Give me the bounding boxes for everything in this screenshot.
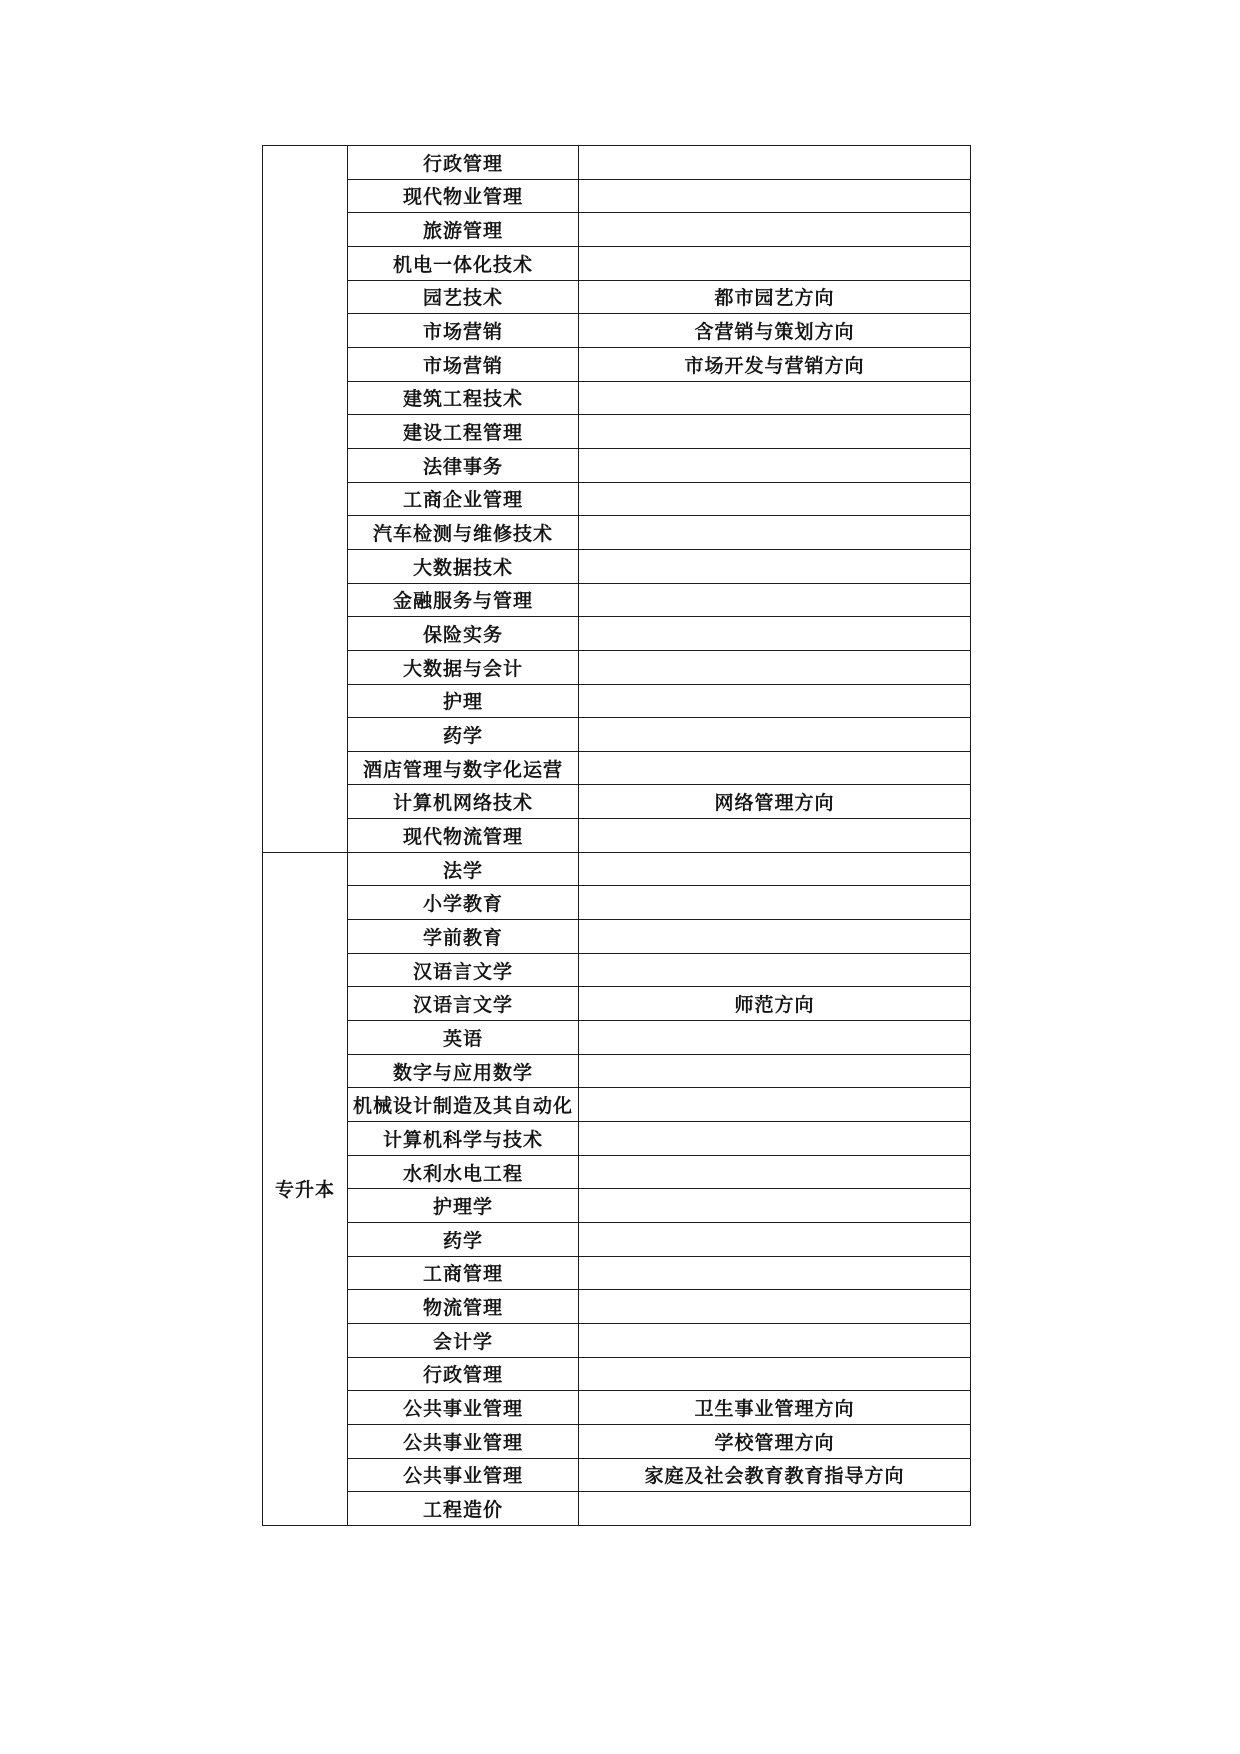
major-cell: 汽车检测与维修技术 [348,516,579,550]
direction-cell [579,718,971,752]
major-cell: 旅游管理 [348,213,579,247]
direction-cell [579,751,971,785]
major-cell: 药学 [348,718,579,752]
major-cell: 公共事业管理 [348,1391,579,1425]
direction-cell: 卫生事业管理方向 [579,1391,971,1425]
major-cell: 大数据技术 [348,549,579,583]
direction-cell: 学校管理方向 [579,1424,971,1458]
major-cell: 护理 [348,684,579,718]
direction-cell [579,852,971,886]
table-row [263,280,971,314]
direction-cell [579,1357,971,1391]
direction-cell [579,1054,971,1088]
major-cell: 工程造价 [348,1492,579,1526]
major-cell: 现代物业管理 [348,179,579,213]
major-cell: 数字与应用数学 [348,1054,579,1088]
major-cell: 公共事业管理 [348,1458,579,1492]
major-cell: 计算机网络技术 [348,785,579,819]
major-cell: 机电一体化技术 [348,246,579,280]
major-cell: 建筑工程技术 [348,381,579,415]
major-cell: 工商管理 [348,1256,579,1290]
direction-cell [579,1492,971,1526]
table-row [263,1391,971,1425]
major-cell: 汉语言文学 [348,987,579,1021]
direction-cell: 都市园艺方向 [579,280,971,314]
direction-cell [579,886,971,920]
level-cell: 专升本 [263,852,348,1525]
direction-cell [579,381,971,415]
table-row [263,482,971,516]
table-row [263,785,971,819]
table-row [263,448,971,482]
direction-cell [579,819,971,853]
major-cell: 法律事务 [348,448,579,482]
table-row [263,1054,971,1088]
major-cell: 法学 [348,852,579,886]
table-row [263,347,971,381]
major-cell: 现代物流管理 [348,819,579,853]
major-cell: 行政管理 [348,1357,579,1391]
table-row [263,751,971,785]
direction-cell [579,146,971,180]
level-cell [263,146,348,853]
table-row [263,516,971,550]
table-row [263,987,971,1021]
direction-cell [579,448,971,482]
direction-cell [579,1256,971,1290]
direction-cell [579,1122,971,1156]
direction-cell [579,516,971,550]
table-row [263,1357,971,1391]
table-row [263,1021,971,1055]
table-row [263,381,971,415]
direction-cell [579,920,971,954]
major-cell: 会计学 [348,1323,579,1357]
direction-cell [579,549,971,583]
direction-cell [579,953,971,987]
major-cell: 园艺技术 [348,280,579,314]
direction-cell [579,246,971,280]
major-cell: 机械设计制造及其自动化 [348,1088,579,1122]
table-row [263,920,971,954]
direction-cell [579,482,971,516]
major-cell: 药学 [348,1223,579,1257]
direction-cell: 含营销与策划方向 [579,314,971,348]
major-cell: 汉语言文学 [348,953,579,987]
direction-cell [579,1223,971,1257]
direction-cell: 家庭及社会教育教育指导方向 [579,1458,971,1492]
table-row [263,617,971,651]
direction-cell [579,1155,971,1189]
major-cell: 金融服务与管理 [348,583,579,617]
major-cell: 保险实务 [348,617,579,651]
table-row [263,314,971,348]
table-row [263,1290,971,1324]
major-cell: 计算机科学与技术 [348,1122,579,1156]
table-row [263,718,971,752]
table-row [263,246,971,280]
table-row [263,886,971,920]
table-row [263,415,971,449]
major-cell: 工商企业管理 [348,482,579,516]
major-cell: 物流管理 [348,1290,579,1324]
majors-table [262,145,971,1526]
table-row [263,953,971,987]
direction-cell [579,415,971,449]
major-cell: 学前教育 [348,920,579,954]
table-row [263,1323,971,1357]
table-row [263,1492,971,1526]
direction-cell: 师范方向 [579,987,971,1021]
major-cell: 市场营销 [348,314,579,348]
table-row [263,1122,971,1156]
table-row [263,650,971,684]
direction-cell [579,1189,971,1223]
direction-cell: 市场开发与营销方向 [579,347,971,381]
table-row [263,819,971,853]
table-row [263,1189,971,1223]
major-cell: 行政管理 [348,146,579,180]
direction-cell [579,1323,971,1357]
direction-cell [579,1088,971,1122]
major-cell: 小学教育 [348,886,579,920]
major-cell: 酒店管理与数字化运营 [348,751,579,785]
direction-cell [579,583,971,617]
major-cell: 建设工程管理 [348,415,579,449]
direction-cell [579,617,971,651]
table-row [263,1223,971,1257]
major-cell: 市场营销 [348,347,579,381]
direction-cell: 网络管理方向 [579,785,971,819]
majors-table-body [263,146,971,1526]
major-cell: 水利水电工程 [348,1155,579,1189]
table-row [263,1424,971,1458]
major-cell: 护理学 [348,1189,579,1223]
major-cell: 公共事业管理 [348,1424,579,1458]
table-row [263,549,971,583]
direction-cell [579,684,971,718]
direction-cell [579,1290,971,1324]
table-row [263,146,971,180]
major-cell: 英语 [348,1021,579,1055]
table-row [263,1458,971,1492]
table-row [263,1088,971,1122]
direction-cell [579,1021,971,1055]
table-row [263,179,971,213]
major-cell: 大数据与会计 [348,650,579,684]
table-row [263,1256,971,1290]
table-row [263,684,971,718]
direction-cell [579,650,971,684]
direction-cell [579,179,971,213]
table-row [263,213,971,247]
table-row [263,852,971,886]
table-row [263,1155,971,1189]
direction-cell [579,213,971,247]
table-row [263,583,971,617]
